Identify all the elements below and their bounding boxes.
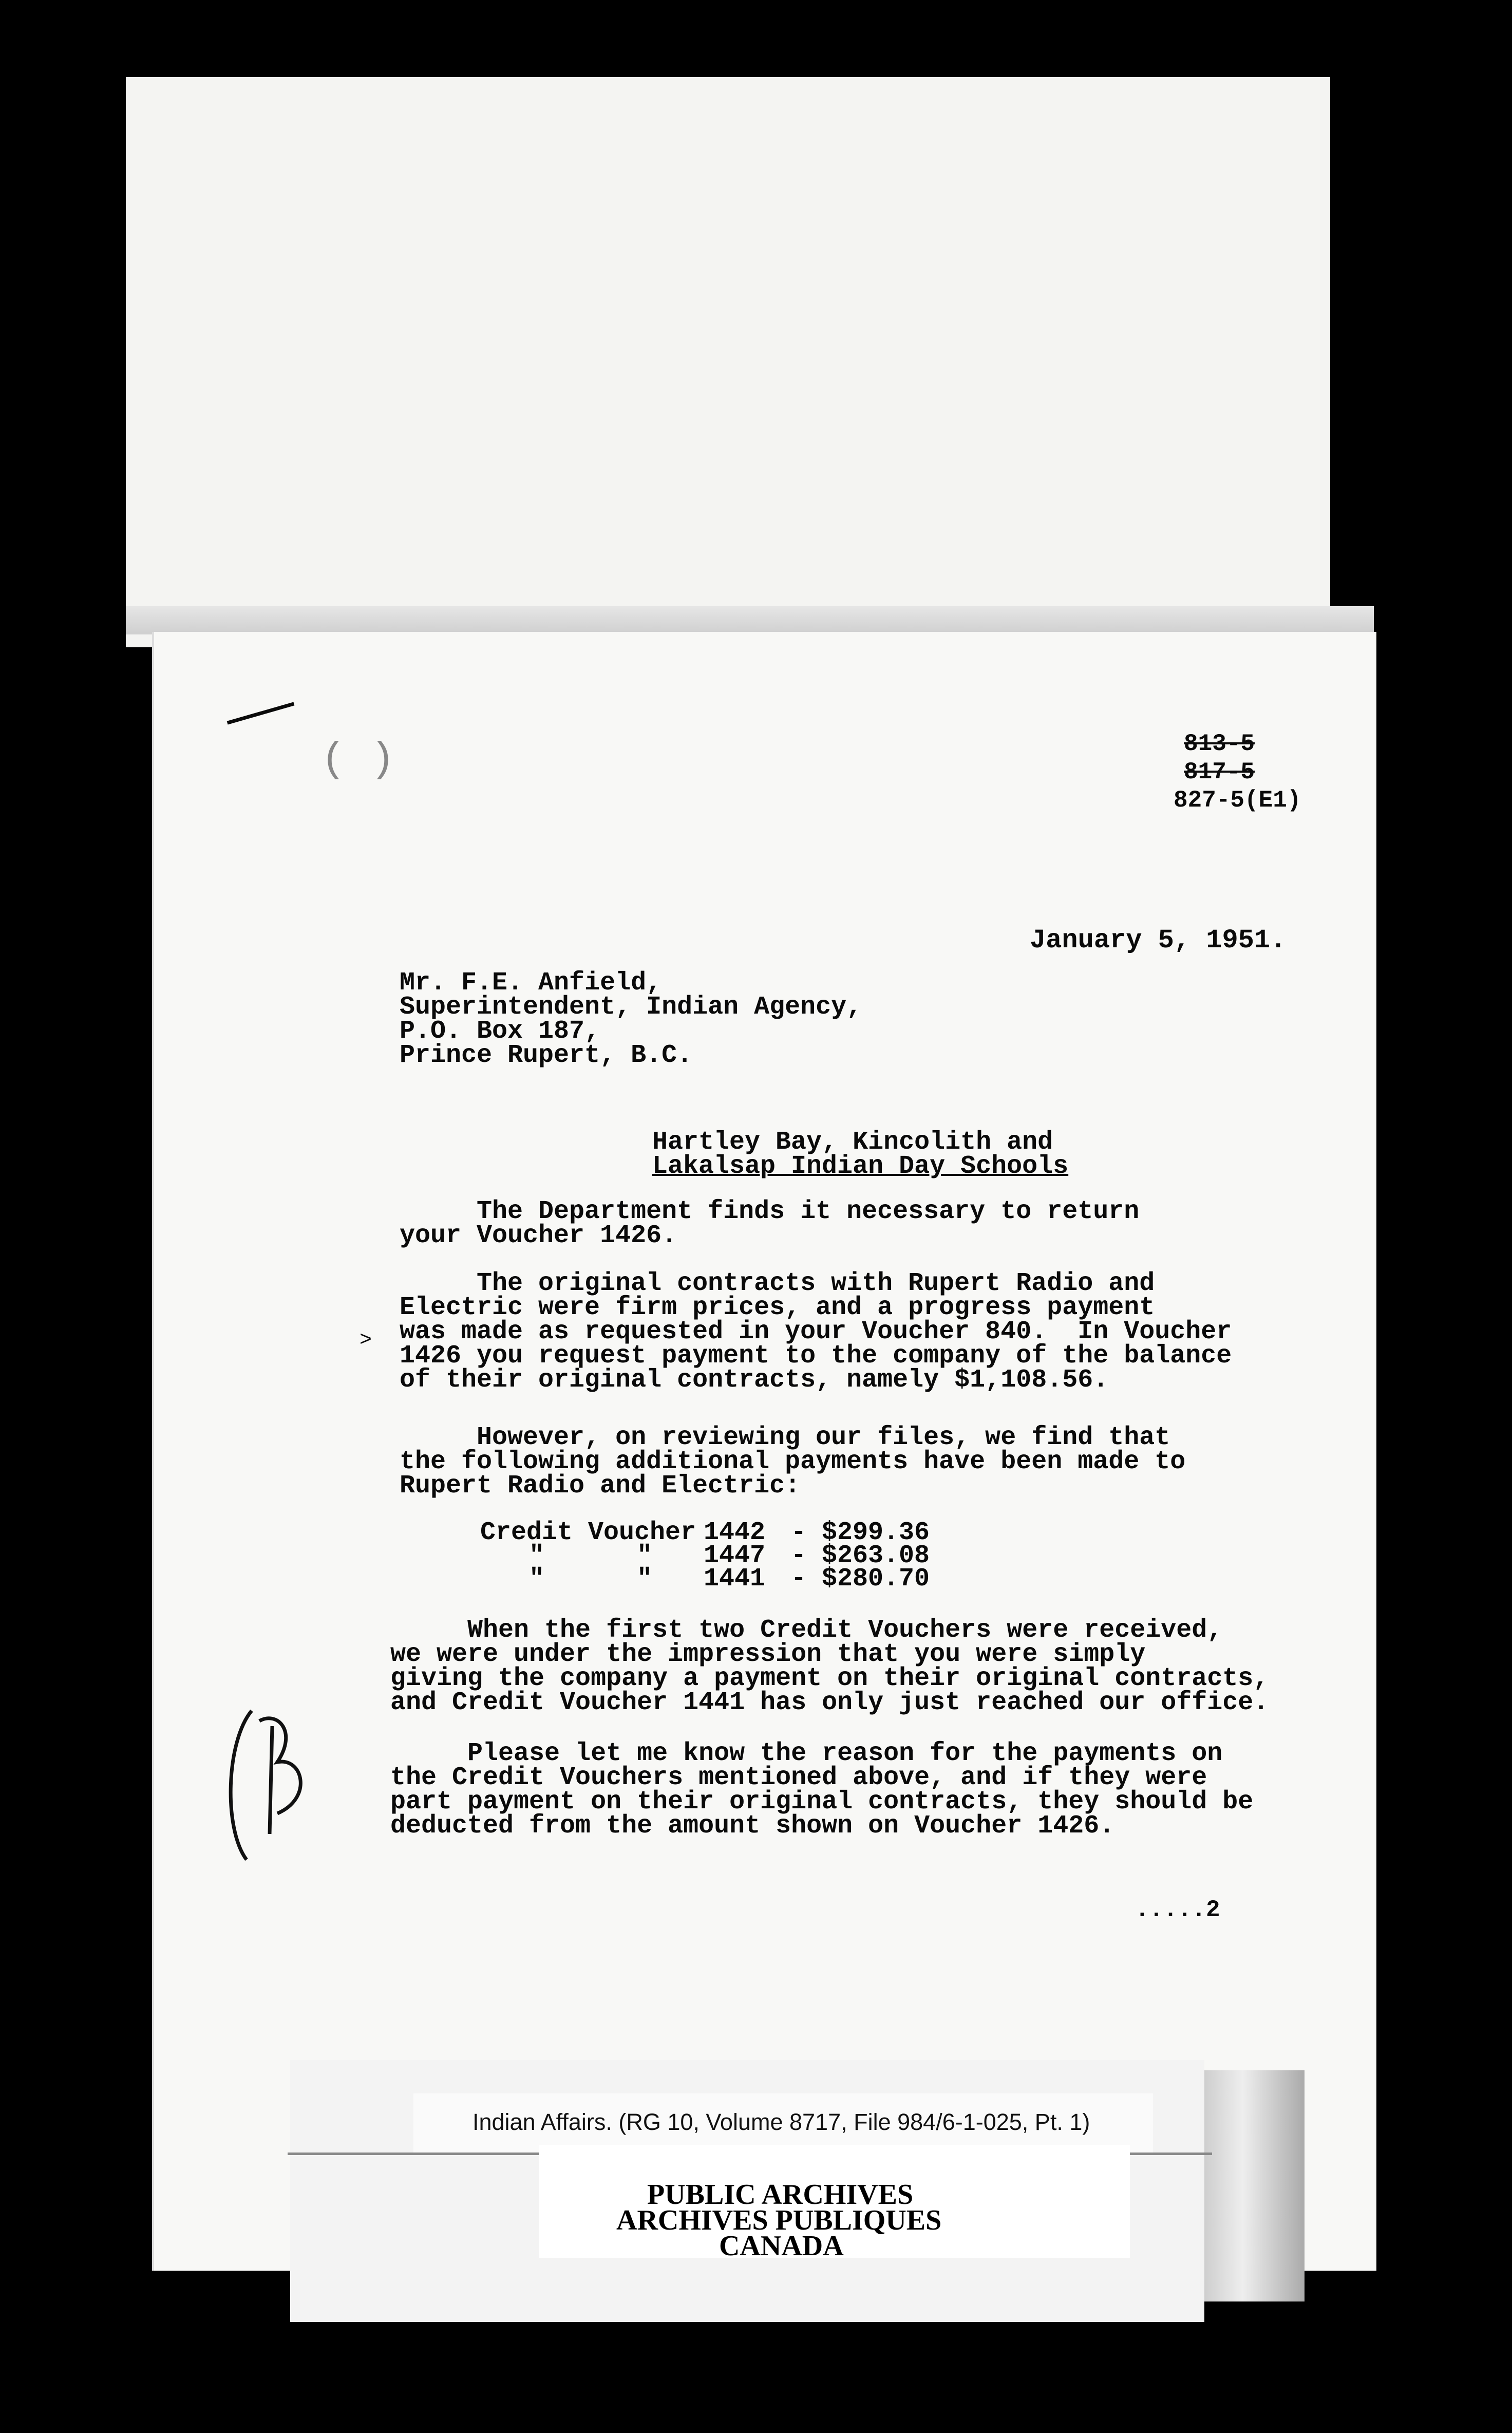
background-sheet xyxy=(126,77,1330,647)
paragraph: Please let me know the reason for the payments on the Credit Vouchers mentioned above, and if they were part payment on their original contracts, they should be deducted from the amount shown on Voucher 1426. xyxy=(390,1739,1254,1841)
voucher-dash: - xyxy=(791,1518,807,1547)
voucher-label: " " xyxy=(529,1564,653,1594)
archive-name-english: PUBLIC ARCHIVES xyxy=(647,2179,914,2211)
archive-citation: Indian Affairs. (RG 10, Volume 8717, File 984/6-1-025, Pt. 1) xyxy=(472,2109,1090,2135)
voucher-amount: $299.36 xyxy=(822,1518,930,1547)
reference-current: 827-5(E1) xyxy=(1174,787,1301,814)
voucher-dash: - xyxy=(791,1564,807,1594)
letter-date: January 5, 1951. xyxy=(1030,925,1287,956)
voucher-label: " " xyxy=(529,1541,653,1570)
subject-line: Hartley Bay, Kincolith and xyxy=(652,1128,1053,1157)
paragraph: However, on reviewing our files, we find that the following additional payments have been made to Rupert Radio and Electric: xyxy=(400,1423,1186,1501)
page-continuation: .....2 xyxy=(1135,1897,1220,1923)
voucher-label: Credit Voucher xyxy=(480,1518,696,1547)
margin-arrow-mark: > xyxy=(360,1329,372,1352)
voucher-dash: - xyxy=(791,1541,807,1570)
reference-struck-1: 813-5 xyxy=(1184,731,1255,757)
voucher-number: 1441 xyxy=(704,1564,766,1594)
paragraph: The original contracts with Rupert Radio and Electric were firm prices, and a progress payment was made as requested in your Voucher 840. In Voucher 1426 you request payment to the company of the balance of their original contracts, namely $1,108.56. xyxy=(400,1269,1232,1395)
handwritten-initial xyxy=(216,1700,318,1875)
voucher-amount: $280.70 xyxy=(822,1564,930,1594)
voucher-amount: $263.08 xyxy=(822,1541,930,1570)
addressee-line: Prince Rupert, B.C. xyxy=(400,1041,693,1070)
reference-struck-2: 817-5 xyxy=(1184,759,1255,785)
sheet-fold-edge xyxy=(126,606,1374,634)
margin-bracket-mark: ( ) xyxy=(321,737,395,783)
addressee-line: P.O. Box 187, xyxy=(400,1017,600,1046)
subject-line-underlined: Lakalsap Indian Day Schools xyxy=(652,1152,1069,1181)
addressee-line: Mr. F.E. Anfield, xyxy=(400,968,662,998)
voucher-number: 1447 xyxy=(704,1541,766,1570)
addressee-line: Superintendent, Indian Agency, xyxy=(400,993,862,1022)
paragraph: When the first two Credit Vouchers were received, we were under the impression that you were simply giving the company a payment on their original contracts, and Credit Voucher 1441 has only just reached our office. xyxy=(390,1616,1269,1717)
paragraph: The Department finds it necessary to return your Voucher 1426. xyxy=(400,1197,1140,1250)
voucher-number: 1442 xyxy=(704,1518,766,1547)
archive-name-french: ARCHIVES PUBLIQUES xyxy=(616,2204,942,2236)
archive-country: CANADA xyxy=(719,2230,844,2262)
